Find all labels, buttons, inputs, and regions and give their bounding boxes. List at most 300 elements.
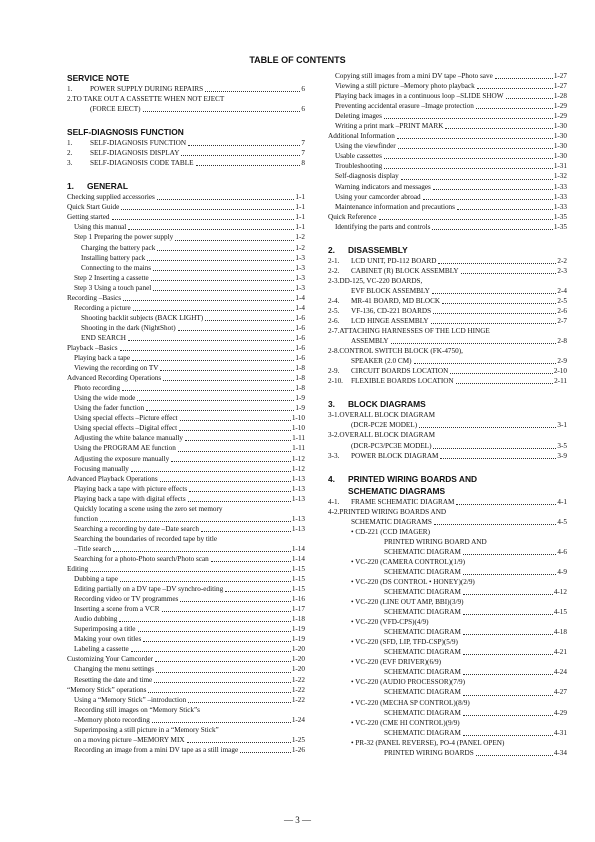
entry-page: 1-32	[553, 172, 567, 181]
toc-entry	[67, 94, 305, 104]
dot-leader	[391, 343, 557, 344]
toc-entry	[67, 303, 305, 313]
entry-page: 1-13	[291, 474, 305, 483]
toc-entry	[67, 158, 305, 168]
entry-title: SPEAKER (2.0 CM)	[351, 357, 412, 366]
entry-title: (DCR-PC3/PC3E MODEL)	[351, 441, 432, 450]
toc-entry	[67, 524, 305, 534]
entry-title: Inserting a scene from a VCR	[74, 605, 160, 614]
toc-entry	[328, 627, 567, 637]
dot-leader	[188, 145, 300, 146]
entry-page: 4-27	[553, 688, 567, 697]
dot-leader	[463, 715, 553, 716]
toc-entry	[67, 564, 305, 574]
toc-entry	[328, 131, 567, 141]
entry-number: 2-9.	[328, 367, 340, 376]
toc-entry	[67, 393, 305, 403]
toc-entry	[328, 161, 567, 171]
toc-entry	[67, 363, 305, 373]
entry-title: Focusing manually	[74, 464, 129, 473]
dot-leader	[187, 742, 291, 743]
entry-title: Dubbing a tape	[74, 575, 118, 584]
dot-leader	[143, 111, 301, 112]
dot-leader	[100, 521, 291, 522]
toc-entry	[67, 594, 305, 604]
section-title: SELF-DIAGNOSIS FUNCTION	[67, 127, 184, 138]
entry-page: 6	[301, 85, 305, 93]
entry-page: 1-30	[553, 152, 567, 161]
dot-leader	[113, 551, 291, 552]
toc-entry	[328, 497, 567, 507]
entry-title: DD-125, VC-220 BOARDS,	[339, 276, 423, 285]
dot-leader	[188, 702, 291, 703]
section-title: GENERAL	[87, 181, 128, 192]
entry-title: SCHEMATIC DIAGRAM	[384, 648, 461, 657]
entry-number: 2-2.	[328, 266, 340, 275]
toc-entry	[67, 695, 305, 705]
entry-page: 1-29	[553, 112, 567, 121]
toc-entry	[328, 266, 567, 276]
entry-page: 2-8	[557, 337, 567, 346]
entry-page: 2-10	[553, 367, 567, 376]
toc-entry	[67, 232, 305, 242]
toc-entry	[67, 474, 305, 484]
entry-number: 2-10.	[328, 377, 343, 386]
dot-leader	[189, 491, 291, 492]
toc-entry	[328, 607, 567, 617]
entry-number: 2.	[67, 95, 73, 104]
dot-leader	[162, 611, 291, 612]
dot-leader	[148, 692, 290, 693]
entry-page: 1-25	[291, 735, 305, 744]
entry-page: 1-27	[553, 82, 567, 91]
dot-leader	[154, 682, 291, 683]
dot-leader	[205, 91, 300, 92]
entry-title: • VC-220 (MECHA SP CONTROL)(8/9)	[351, 698, 470, 707]
entry-page: 1-6	[295, 313, 305, 322]
section-heading-cont	[328, 485, 567, 497]
entry-page: 1-33	[553, 182, 567, 191]
dot-leader	[188, 501, 291, 502]
entry-title: SCHEMATIC DIAGRAM	[384, 588, 461, 597]
entry-title: Checking supplied accessories	[67, 193, 155, 202]
entry-page: 2-11	[554, 377, 567, 386]
toc-entry	[328, 667, 567, 677]
toc-entry	[67, 403, 305, 413]
entry-number: 3.	[67, 159, 73, 168]
entry-page: 1-3	[295, 283, 305, 292]
section-number: 4.	[328, 473, 335, 484]
dot-leader	[211, 561, 291, 562]
toc-entry	[328, 687, 567, 697]
entry-number: 2-3.	[328, 276, 340, 285]
dot-leader	[138, 631, 291, 632]
entry-title: Using special effects –Digital effect	[74, 424, 178, 433]
entry-number: 3-1.	[328, 411, 340, 420]
entry-page: 1-13	[291, 524, 305, 533]
entry-page: 2-9	[557, 357, 567, 366]
entry-title: Labeling a cassette	[74, 645, 129, 654]
entry-title: Adjusting the exposure manually	[74, 454, 170, 463]
entry-title: FLEXIBLE BOARDS LOCATION	[351, 377, 454, 386]
toc-entry	[328, 376, 567, 386]
entry-page: 1-30	[553, 142, 567, 151]
entry-title: SELF-DIAGNOSIS CODE TABLE	[90, 159, 194, 168]
entry-title: LCD UNIT, PD-112 BOARD	[351, 256, 437, 265]
toc-entry	[328, 430, 567, 440]
entry-title: Recording an image from a mini DV tape as a still image	[74, 745, 239, 754]
toc-entry	[328, 410, 567, 420]
entry-title: TO TAKE OUT A CASSETTE WHEN NOT EJECT	[72, 95, 225, 104]
section-title: PRINTED WIRING BOARDS AND	[348, 473, 478, 484]
toc-entry	[328, 557, 567, 567]
toc-entry	[67, 554, 305, 564]
dot-leader	[155, 661, 291, 662]
toc-entry	[328, 507, 567, 517]
dot-leader	[201, 531, 291, 532]
toc-entry	[67, 423, 305, 433]
section-heading	[67, 72, 305, 84]
entry-page: 1-11	[292, 434, 305, 443]
entry-page: 1-26	[291, 745, 305, 754]
entry-title: Superimposing a still picture in a “Memory Stick”	[74, 725, 219, 734]
entry-title: PRINTED WIRING BOARDS AND	[339, 507, 447, 516]
dot-leader	[171, 461, 291, 462]
entry-title: OVERALL BLOCK DIAGRAM	[339, 411, 435, 420]
dot-leader	[132, 360, 294, 361]
entry-title: Step 3 Using a touch panel	[74, 283, 152, 292]
dot-leader	[131, 471, 291, 472]
dot-leader	[384, 158, 553, 159]
entry-title: SCHEMATIC DIAGRAM	[384, 547, 461, 556]
entry-number: 4-1.	[328, 497, 340, 506]
entry-title: Playing back a tape with digital effects	[74, 494, 186, 503]
entry-page: 1-1	[295, 203, 305, 212]
toc-entry	[328, 527, 567, 537]
entry-number: 3-3.	[328, 451, 340, 460]
entry-page: 4-15	[553, 608, 567, 617]
dot-leader	[423, 199, 553, 200]
entry-title: Using your camcorder abroad	[335, 192, 421, 201]
entry-page: 1-1	[295, 223, 305, 232]
dot-leader	[457, 209, 553, 210]
toc-entry	[67, 644, 305, 654]
section-title: BLOCK DIAGRAMS	[348, 399, 426, 410]
dot-leader	[151, 280, 295, 281]
toc-entry	[67, 685, 305, 695]
toc-entry	[67, 534, 305, 544]
toc-entry	[328, 597, 567, 607]
dot-leader	[433, 313, 556, 314]
toc-entry	[328, 577, 567, 587]
entry-title: FRAME SCHEMATIC DIAGRAM	[351, 497, 455, 506]
dot-leader	[90, 571, 291, 572]
entry-page: 4-1	[557, 497, 567, 506]
section-number: 1.	[67, 181, 74, 192]
entry-number: 2-4.	[328, 296, 340, 305]
entry-title: CIRCUIT BOARDS LOCATION	[351, 367, 449, 376]
toc-entry	[67, 192, 305, 202]
dot-leader	[476, 108, 553, 109]
toc-entry	[328, 182, 567, 192]
toc-entry	[67, 373, 305, 383]
entry-title: Searching the boundaries of recorded tape by title	[74, 534, 218, 543]
entry-page: 4-18	[553, 628, 567, 637]
entry-title: “Memory Stick” operations	[67, 685, 147, 694]
entry-title: Audio dubbing	[74, 615, 118, 624]
toc-entry	[328, 276, 567, 286]
entry-title: –Memory photo recording	[74, 715, 150, 724]
entry-title: • VC-220 (CME HI CONTROL)(9/9)	[351, 718, 460, 727]
toc-entry	[328, 617, 567, 627]
entry-title: • VC-220 (LINE OUT AMP, BBI)(3/9)	[351, 598, 464, 607]
toc-entry	[67, 544, 305, 554]
entry-title: Additional Information	[328, 132, 395, 141]
entry-title: Advanced Playback Operations	[67, 474, 158, 483]
entry-page: 1-4	[295, 303, 305, 312]
entry-title: Getting started	[67, 213, 110, 222]
entry-title: Editing	[67, 565, 89, 574]
entry-title: Deleting images	[335, 112, 382, 121]
entry-page: 1-20	[291, 655, 305, 664]
entry-number: 2-6.	[328, 317, 340, 326]
toc-entry	[328, 101, 567, 111]
entry-page: 1-8	[295, 364, 305, 373]
toc-entry	[328, 637, 567, 647]
toc-entry	[328, 567, 567, 577]
entry-title: Installing battery pack	[81, 253, 146, 262]
entry-page: 1-33	[553, 202, 567, 211]
dot-leader	[160, 481, 291, 482]
toc-entry	[328, 728, 567, 738]
dot-leader	[506, 98, 553, 99]
toc-entry	[328, 420, 567, 430]
entry-title: CONTROL SWITCH BLOCK (FK-4750),	[339, 347, 463, 356]
entry-page: 4-31	[553, 728, 567, 737]
dot-leader	[185, 440, 291, 441]
toc-entry	[328, 356, 567, 366]
entry-title: SCHEMATIC DIAGRAM	[384, 628, 461, 637]
toc-entry	[328, 222, 567, 232]
entry-page: 1-2	[295, 243, 305, 252]
dot-leader	[205, 320, 294, 321]
dot-leader	[463, 695, 553, 696]
entry-number: 4-2.	[328, 507, 340, 516]
entry-page: 3-9	[557, 451, 567, 460]
section-heading	[67, 180, 305, 192]
dot-leader	[379, 219, 553, 220]
dot-leader	[152, 722, 291, 723]
section-number-spacer	[328, 485, 348, 497]
toc-entry	[328, 451, 567, 461]
entry-title: function	[74, 514, 98, 523]
entry-page: 1-19	[291, 635, 305, 644]
toc-entry	[67, 138, 305, 148]
entry-title: Shooting in the dark (NightShot)	[81, 323, 176, 332]
entry-page: 1-10	[291, 414, 305, 423]
toc-entry	[67, 675, 305, 685]
entry-page: 3-1	[557, 421, 567, 430]
entry-title: Using the fader function	[74, 404, 145, 413]
entry-title: (DCR-PC2E MODEL)	[351, 421, 418, 430]
entry-title: Preventing accidental erasure –Image protection	[335, 102, 474, 111]
toc-entry	[67, 735, 305, 745]
entry-title: Playing back a tape	[74, 354, 131, 363]
toc-entry	[67, 725, 305, 735]
toc-entry	[328, 441, 567, 451]
toc-entry	[67, 745, 305, 755]
toc-entry	[67, 514, 305, 524]
toc-entry	[67, 614, 305, 624]
dot-leader	[463, 634, 553, 635]
toc-entry	[328, 366, 567, 376]
toc-entry	[67, 443, 305, 453]
entry-number: 2.	[67, 149, 73, 158]
entry-page: 1-12	[291, 464, 305, 473]
dot-leader	[384, 118, 553, 119]
dot-leader	[128, 340, 294, 341]
entry-title: • VC-220 (AUDIO PROCESSOR)(7/9)	[351, 678, 465, 687]
entry-title: POWER SUPPLY DURING REPAIRS	[90, 85, 204, 93]
toc-entry	[67, 584, 305, 594]
entry-title: SCHEMATIC DIAGRAM	[384, 668, 461, 677]
toc-entry	[328, 326, 567, 336]
toc-entry	[67, 148, 305, 158]
entry-title: Customizing Your Camcorder	[67, 655, 154, 664]
toc-entry	[67, 243, 305, 253]
dot-leader	[477, 88, 553, 89]
entry-title: Searching a recording by date –Date search	[74, 524, 199, 533]
entry-page: 1-15	[291, 575, 305, 584]
toc-entry	[67, 413, 305, 423]
entry-title: • CD-221 (CCD IMAGER)	[351, 527, 430, 536]
entry-page: 1-24	[291, 715, 305, 724]
toc-entry	[67, 484, 305, 494]
entry-title: PRINTED WIRING BOARD AND	[384, 537, 487, 546]
toc-entry	[67, 353, 305, 363]
entry-title: • VC-220 (VFD-CPS)(4/9)	[351, 618, 429, 627]
dot-leader	[137, 400, 294, 401]
toc-entry	[328, 748, 567, 758]
toc-entry	[67, 253, 305, 263]
entry-page: 4-6	[557, 547, 567, 556]
section-title: SERVICE NOTE	[67, 73, 130, 83]
entry-title: ATTACHING HARNESSES OF THE LCD HINGE	[339, 327, 490, 336]
entry-page: 1-35	[553, 212, 567, 221]
toc-entry	[67, 383, 305, 393]
toc-entry	[328, 657, 567, 667]
entry-page: 3-5	[557, 441, 567, 450]
entry-title: Adjusting the white balance manually	[74, 434, 183, 443]
entry-title: END SEARCH	[81, 333, 126, 342]
entry-title: Quickly locating a scene using the zero set memory	[74, 504, 223, 513]
entry-title: Advanced Recording Operations	[67, 374, 162, 383]
section-number: 3.	[328, 399, 335, 410]
toc-entry	[328, 171, 567, 181]
entry-page: 2-7	[557, 317, 567, 326]
entry-page: 1-22	[291, 685, 305, 694]
entry-number: 2-7.	[328, 327, 340, 336]
entry-title: Usable cassettes	[335, 152, 382, 161]
entry-title: Self-diagnosis display	[335, 172, 399, 181]
toc-entry	[67, 624, 305, 634]
dot-leader	[157, 250, 294, 251]
entry-page: 1-30	[553, 132, 567, 141]
toc-entry	[328, 121, 567, 131]
entry-page: 1-1	[295, 213, 305, 222]
dot-leader	[196, 165, 301, 166]
toc-entry	[67, 654, 305, 664]
entry-page: 4-5	[557, 517, 567, 526]
entry-page: 1-29	[553, 102, 567, 111]
dot-leader	[225, 591, 291, 592]
toc-entry	[328, 547, 567, 557]
dot-leader	[442, 303, 556, 304]
dot-leader	[178, 330, 295, 331]
section-heading	[328, 473, 567, 485]
entry-title: Using special effects –Picture effect	[74, 414, 178, 423]
entry-title: SCHEMATIC DIAGRAMS	[351, 517, 432, 526]
entry-page: 1-11	[292, 444, 305, 453]
entry-page: 1-9	[295, 394, 305, 403]
toc-entry	[67, 222, 305, 232]
dot-leader	[131, 651, 291, 652]
toc-entry	[67, 104, 305, 114]
entry-title: • VC-220 (SFD, LIP, TFD-CSP)(5/9)	[351, 638, 458, 647]
dot-leader	[156, 672, 291, 673]
entry-title: Using the viewfinder	[335, 142, 396, 151]
entry-title: Making your own titles	[74, 635, 142, 644]
entry-page: 1-4	[295, 293, 305, 302]
dot-leader	[128, 229, 294, 230]
entry-page: 1-2	[295, 233, 305, 242]
toc-entry	[328, 647, 567, 657]
toc-entry	[328, 698, 567, 708]
entry-page: 1-3	[295, 253, 305, 262]
toc-column-right	[328, 71, 567, 758]
entry-page: 1-15	[291, 585, 305, 594]
toc-entry	[328, 141, 567, 151]
entry-title: Recording –Basics	[67, 293, 122, 302]
dot-leader	[112, 219, 295, 220]
entry-title: • VC-220 (CAMERA CONTROL)(1/9)	[351, 557, 465, 566]
entry-title: • VC-220 (EVF DRIVER)(6/9)	[351, 658, 442, 667]
entry-page: 1-13	[291, 484, 305, 493]
entry-page: 1-10	[291, 424, 305, 433]
toc-entry	[328, 71, 567, 81]
toc-entry	[328, 346, 567, 356]
entry-number: 2-8.	[328, 347, 340, 356]
page-number: — 3 —	[284, 815, 311, 825]
dot-leader	[463, 614, 553, 615]
entry-title: SCHEMATIC DIAGRAM	[384, 567, 461, 576]
dot-leader	[463, 554, 557, 555]
toc-entry	[67, 604, 305, 614]
entry-page: 1-19	[291, 625, 305, 634]
entry-title: Resetting the date and time	[74, 675, 153, 684]
entry-page: 2-6	[557, 306, 567, 315]
entry-title: Viewing a still picture –Memory photo playback	[335, 82, 475, 91]
entry-page: 4-21	[553, 648, 567, 657]
entry-page: 6	[301, 105, 305, 114]
entry-title: (FORCE EJECT)	[90, 105, 141, 114]
toc-entry	[328, 677, 567, 687]
entry-title: SELF-DIAGNOSIS DISPLAY	[90, 149, 180, 158]
dot-leader	[450, 373, 553, 374]
entry-page: 4-9	[557, 567, 567, 576]
toc-entry	[328, 517, 567, 527]
entry-page: 2-5	[557, 296, 567, 305]
